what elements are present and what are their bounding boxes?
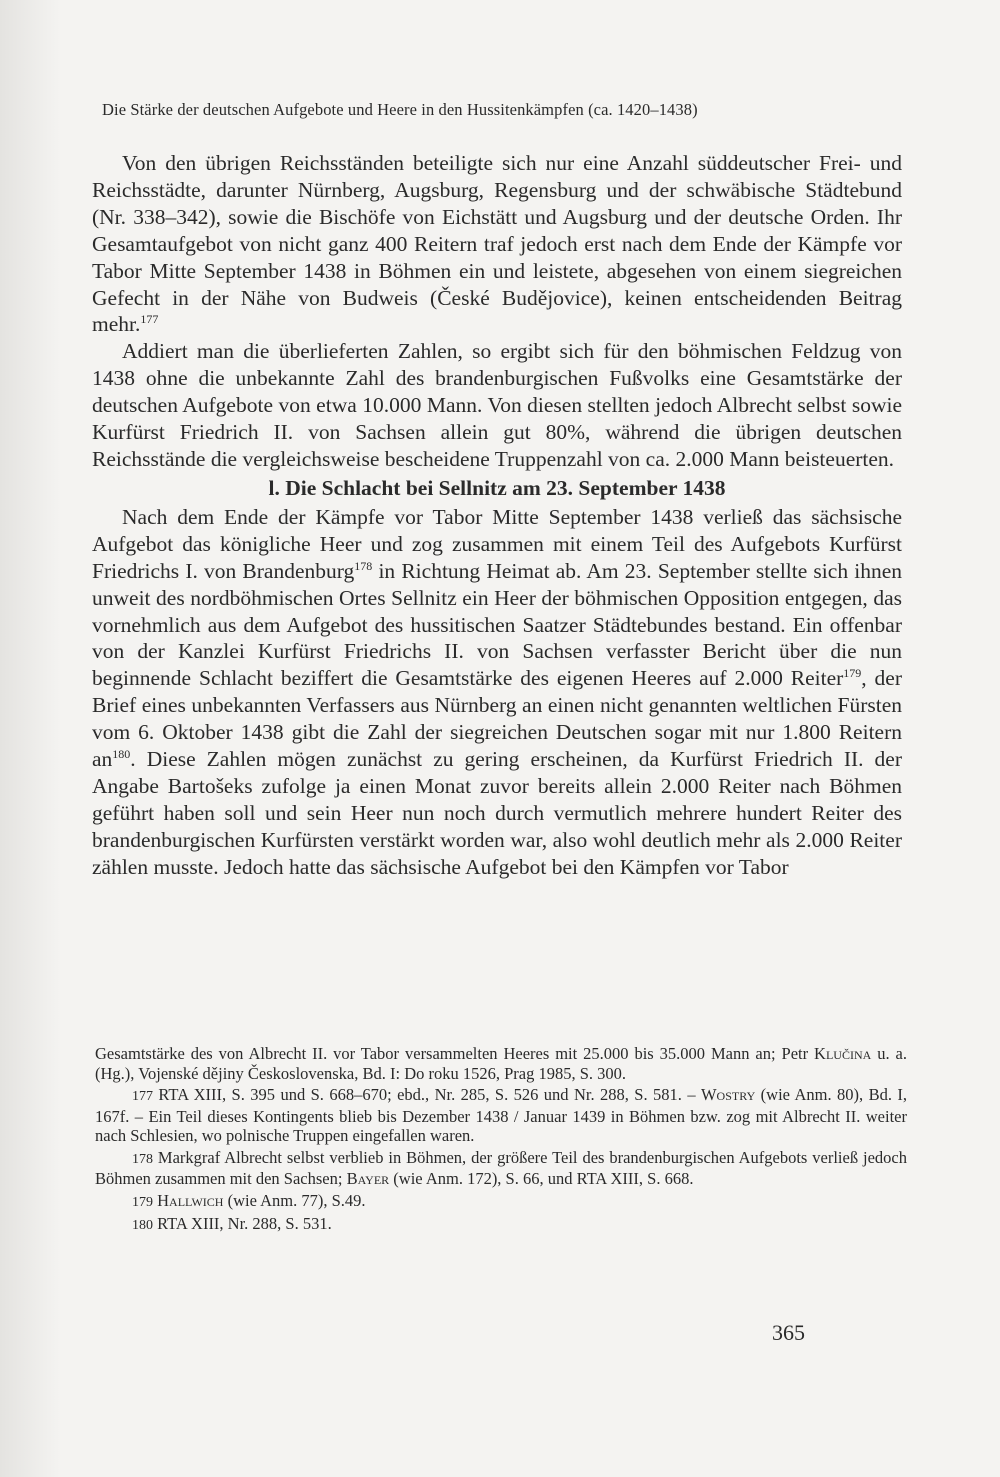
- main-text-body: [92, 150, 902, 881]
- body-paragraph: [92, 504, 902, 881]
- footnote-continuation: [95, 1044, 907, 1083]
- footnote-179: [95, 1191, 907, 1213]
- footnote-text: (wie Anm. 77), S.49.: [223, 1190, 366, 1210]
- footnote-reference[interactable]: 177: [140, 312, 159, 327]
- footnote-number: 178: [132, 1151, 153, 1167]
- footnote-text: u. a. (Hg.), Vojenské dějiny Československa, Bd. I: Do roku 1526, Prag 1985, S. 300.: [95, 1044, 907, 1083]
- footnote-reference[interactable]: 178: [354, 558, 373, 573]
- page-edge-shadow: [0, 0, 60, 1477]
- footnote-text: RTA XIII, Nr. 288, S. 531.: [153, 1214, 332, 1233]
- running-header: Die Stärke der deutschen Aufgebote und Heere in den Hussitenkämpfen (ca. 1420–1438): [102, 100, 698, 119]
- body-paragraph: [92, 150, 902, 338]
- footnote-text: (wie Anm. 80), Bd. I, 167f. – Ein Teil dieses Kontingents blieb bis Dezember 1438 / Januar 1439 in Böhmen bzw. zog mit Albrecht II. weiter nach Schlesien, wo polnische Truppen eingefallen waren.: [95, 1085, 907, 1145]
- paragraph-text: Nach dem Ende der Kämpfe vor Tabor Mitte September 1438 verließ das sächsische Aufgebot das königliche Heer und zog zusammen mit einem Teil des Aufgebots Kurfürst Friedrichs I. von Brandenburg: [92, 504, 902, 583]
- paragraph-text: in Richtung Heimat ab. Am 23. September stellte sich ihnen unweit des nordböhmischen Ortes Sellnitz ein Heer der böhmischen Opposition entgegen, das vornehmlich aus dem Aufgebot des hussitischen Saatzer Städtebundes bestand. Ein offenbar von der Kanzlei Kurfürst Friedrichs II. von Sachsen verfasster Bericht über die nun beginnende Schlacht beziffert die Gesamtstärke des eigenen Heeres auf 2.000 Reiter: [92, 558, 902, 691]
- paragraph-text: . Diese Zahlen mögen zunächst zu gering erscheinen, da Kurfürst Friedrich II. der Angabe Bartošeks zufolge ja einen Monat zuvor bereits allein 2.000 Reiter nach Böhmen geführt haben soll und sein Heer nun noch durch vermutlich mehrere hundert Reiter des brandenburgischen Kurfürsten verstärkt worden war, also wohl deutlich mehr als 2.000 Reiter zählen musste. Jedoch hatte das sächsische Aufgebot bei den Kämpfen vor Tabor: [92, 747, 902, 879]
- footnote-text: Markgraf Albrecht selbst verblieb in Böhmen, der größere Teil des brandenburgischen Aufgebots verließ jedoch Böhmen zusammen mit den Sachsen;: [95, 1147, 907, 1188]
- footnote-number: 180: [132, 1218, 153, 1233]
- footnote-number: 179: [132, 1194, 153, 1210]
- footnote-reference[interactable]: 179: [843, 666, 862, 681]
- footnote-text: RTA XIII, S. 395 und S. 668–670; ebd., Nr. 285, S. 526 und Nr. 288, S. 581. –: [153, 1085, 701, 1104]
- page-number: 365: [772, 1320, 805, 1345]
- footnotes-section: [95, 1044, 907, 1238]
- author-name: Hallwich: [157, 1190, 224, 1210]
- paragraph-text: Von den übrigen Reichsständen beteiligte sich nur eine Anzahl süddeutscher Frei- und Reichsstädte, darunter Nürnberg, Augsburg, Regensburg und der schwäbische Städtebund (Nr. 338–342), sowie die Bischöfe von Eichstätt und Augsburg und der deutsche Orden. Ihr Gesamtaufgebot von nicht ganz 400 Reitern traf jedoch erst nach dem Ende der Kämpfe vor Tabor Mitte September 1438 in Böhmen ein und leistete, abgesehen von einem siegreichen Gefecht in der Nähe von Budweis (České Budějovice), keinen entscheidenden Beitrag mehr.: [92, 151, 902, 337]
- section-heading: l. Die Schlacht bei Sellnitz am 23. September 1438: [268, 475, 726, 500]
- footnote-180: [95, 1214, 907, 1236]
- footnote-text: Gesamtstärke des von Albrecht II. vor Tabor versammelten Heeres mit 25.000 bis 35.000 Mann an; Petr: [95, 1044, 815, 1063]
- body-paragraph: Addiert man die überlieferten Zahlen, so ergibt sich für den böhmischen Feldzug von 1438 ohne die unbekannte Zahl des brandenburgischen Fußvolks eine Gesamtstärke der deutschen Aufgebote von etwa 10.000 Mann. Von diesen stellten jedoch Albrecht selbst sowie Kurfürst Friedrich II. von Sachsen allein gut 80%, während die übrigen deutschen Reichsstände die vergleichsweise bescheidene Truppenzahl von ca. 2.000 Mann beisteuerten.: [92, 339, 902, 471]
- footnote-177: [95, 1085, 907, 1146]
- author-name: Bayer: [346, 1169, 390, 1188]
- author-name: Klučina: [814, 1044, 872, 1063]
- footnote-178: [95, 1148, 907, 1189]
- paragraph-text: , der Brief eines unbekannten Verfassers aus Nürnberg an einen nicht genannten weltlichen Fürsten vom 6. Oktober 1438 gibt die Zahl der siegreichen Deutschen sogar mit nur 1.800 Reitern an: [92, 666, 902, 772]
- footnote-reference[interactable]: 180: [112, 746, 131, 761]
- author-name: Wostry: [700, 1085, 756, 1104]
- footnote-number: 177: [132, 1089, 153, 1104]
- footnote-text: (wie Anm. 172), S. 66, und RTA XIII, S. 668.: [389, 1169, 694, 1188]
